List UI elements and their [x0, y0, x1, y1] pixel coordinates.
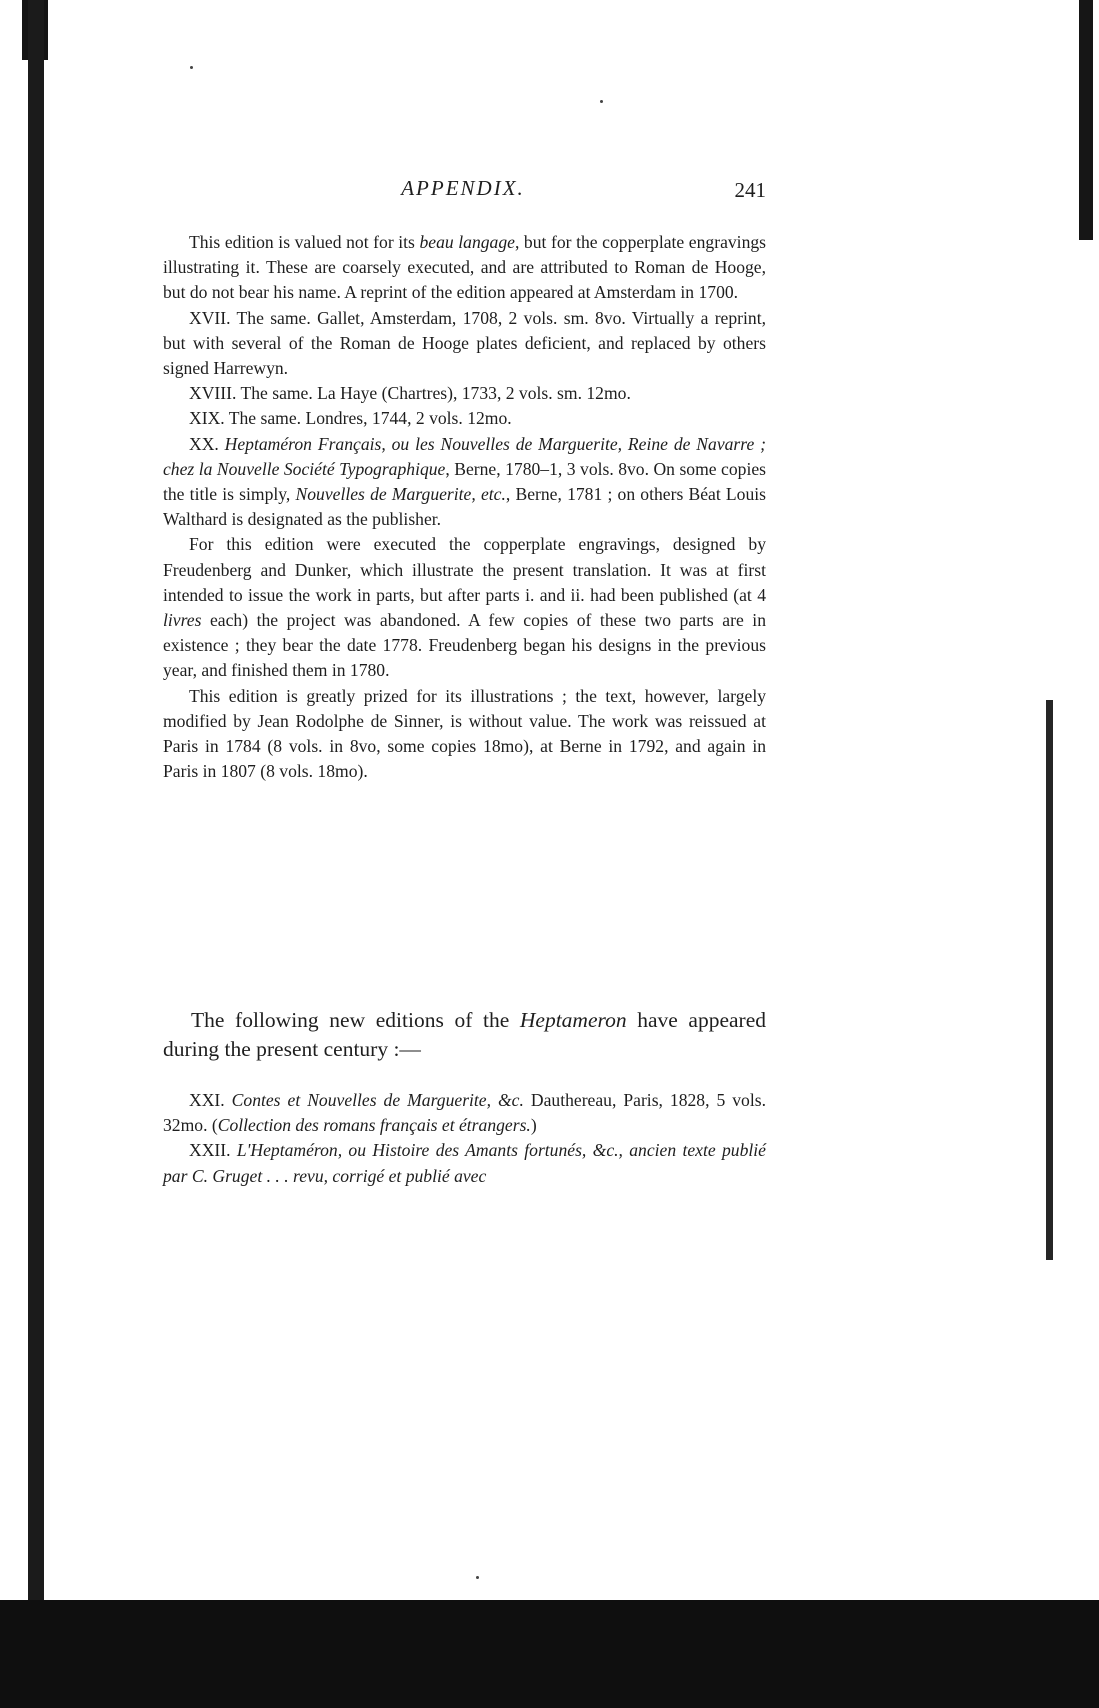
paragraph: [163, 406, 766, 431]
text-run: , Berne, 1780–1, 3 vols. 8vo. On some copies the title is simply,: [163, 458, 766, 505]
scan-edge-right-top: [1079, 0, 1093, 240]
dust-speck: [600, 100, 603, 103]
italic-text: Nouvelles de Marguerite, etc.: [295, 484, 506, 505]
page-number: 241: [734, 178, 766, 202]
dust-speck: [476, 1576, 479, 1579]
text-run: This edition is valued not for its: [189, 232, 420, 252]
scan-edge-right-mid: [1046, 700, 1053, 1260]
scan-edge-bottom: [0, 1600, 1099, 1708]
italic-text: beau langage: [419, 232, 515, 252]
paragraph: [163, 684, 766, 785]
paragraph: [163, 381, 766, 406]
text-run: each) the project was abandoned. A few copies of these two parts are in existence ; they bear the date 1778. Freudenberg began his designs in the previous year, and finished them in 1780.: [163, 610, 766, 681]
header-title: APPENDIX.: [401, 176, 525, 200]
text-run: , Berne, 1781 ; on others Béat Louis Walthard is designated as the publisher.: [163, 484, 767, 530]
text-run: XVII. The same. Gallet, Amsterdam, 1708, 2 vols. sm. 8vo. Virtually a reprint, but with several of the Roman de Hooge plates deficient, and replaced by others signed Harrewyn.: [163, 307, 766, 379]
scan-edge-left: [28, 0, 44, 1620]
text-run: XX.: [189, 433, 225, 454]
italic-text: Contes et Nouvelles de Marguerite, &c.: [231, 1090, 524, 1110]
text-run: XXI.: [189, 1090, 232, 1110]
paragraph: [163, 532, 766, 683]
italic-text: L'Heptaméron, ou Histoire des Amants fortunés, &c., ancien texte publié par C. Gruget . . . revu, corrigé et publié avec: [163, 1140, 766, 1186]
text-run: This edition is greatly prized for its illustrations ; the text, however, largely modified by Jean Rodolphe de Sinner, is without value. The work was reissued at Paris in 1784 (8 vols. in 8vo, some copies 18mo), at Berne in 1792, and again in Paris in 1807 (8 vols. 18mo).: [163, 685, 766, 782]
dust-speck: [190, 66, 193, 69]
text-run: , but for the copperplate engravings illustrating it. These are coarsely executed, and are attributed to Roman de Hooge, but do not bear his name. A reprint of the edition appeared at Amsterdam in 1700.: [163, 232, 767, 303]
text-run: Dauthereau, Paris, 1828, 5 vols. 32mo. (: [163, 1090, 766, 1136]
text-run: XIX. The same. Londres, 1744, 2 vols. 12mo.: [189, 408, 512, 429]
text-run: For this edition were executed the copperplate engravings, designed by Freudenberg and Dunker, which illustrate the present translation. It was at first intended to issue the work in parts, but after parts i. and ii. had been published (at 4: [163, 534, 766, 605]
paragraph: [163, 1088, 766, 1138]
text-run: The following new editions of the: [191, 1008, 520, 1032]
paragraph: [163, 230, 766, 306]
text-run: XVIII. The same. La Haye (Chartres), 1733, 2 vols. sm. 12mo.: [189, 383, 631, 404]
italic-text: Heptaméron Français, ou les Nouvelles de Marguerite, Reine de Navarre ; chez la Nouvelle Société Typographique: [163, 433, 766, 479]
paragraph: [163, 1138, 766, 1188]
text-run: have appeared during the present century :—: [163, 1008, 767, 1061]
text-run: XXII.: [189, 1140, 237, 1161]
paragraph: [163, 432, 766, 533]
italic-text: Collection des romans français et étrangers.: [217, 1115, 531, 1136]
body-text: [163, 230, 766, 784]
running-header: [160, 176, 766, 204]
paragraph: [163, 306, 766, 382]
body-text-continued: [163, 1088, 766, 1189]
italic-text: Heptameron: [519, 1008, 627, 1032]
section-intro-paragraph: [163, 1006, 766, 1064]
text-run: ): [530, 1115, 537, 1136]
italic-text: livres: [163, 610, 202, 631]
